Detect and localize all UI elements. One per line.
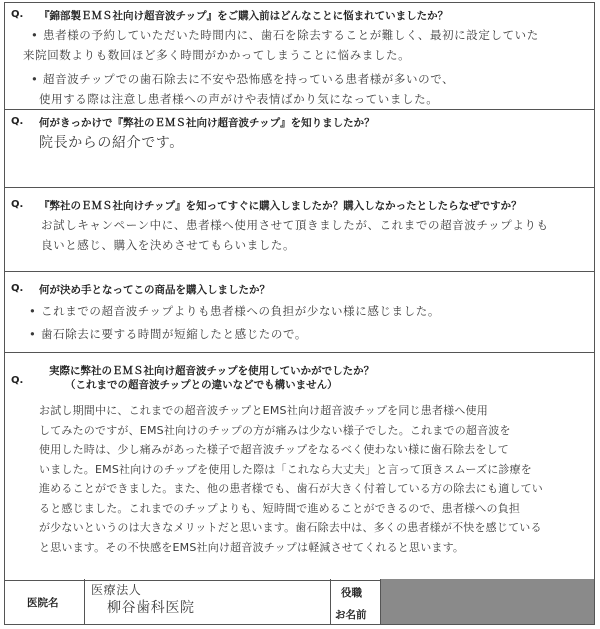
question-section-4 [5, 272, 594, 353]
answer-text: • これまでの超音波チップよりも患者様への負担が少ない様に感じました。 • 歯石除去に要する時間が短縮したと感じたので。 [29, 304, 440, 341]
question-section-1 [5, 3, 594, 110]
role-label: 役職 [341, 587, 362, 599]
q-marker: Q. [11, 199, 24, 210]
survey-sheet [4, 2, 595, 625]
name-label: お名前 [335, 609, 367, 621]
answer-line: これまでの超音波チップよりも患者様への負担が少ない様に感じました。 [41, 304, 440, 318]
question-section-3 [5, 188, 594, 272]
answer-line: が少ないというのは大きなメリットだと思います。歯石除去中は、多くの患者様が不快を感じている [39, 521, 542, 534]
answer-line: 院長からの紹介です。 [39, 135, 184, 151]
question-text: 何がきっかけで『弊社のＥＭＳ社向け超音波チップ』を知りましたか？ [39, 117, 375, 129]
q-marker: Q. [11, 375, 24, 386]
answer-line: お試しキャンペーン中に、患者様へ使用させて頂きましたが、これまでの超音波チップよりも [41, 218, 549, 232]
question-section-2 [5, 110, 594, 188]
redacted-name-field [381, 579, 594, 624]
clinic-label-cell [5, 579, 85, 624]
role-name-label-cell [331, 579, 381, 624]
answer-text [39, 401, 586, 557]
answer-line: 進めることができました。また、他の患者様でも、歯石が大きく付着している方の除去にも適してい [39, 482, 543, 495]
answer-line: 良いと感じ、購入を決めさせてもらいました。 [41, 238, 296, 252]
q-marker: Q. [11, 283, 24, 294]
question-text: 『弊社のＥＭＳ社向けチップ』を知ってすぐに購入しましたか？購入しなかったとしたらなぜですか？ [39, 200, 522, 212]
answer-line: してみたのですが、EMS社向けのチップの方が痛みは少ない様子でした。これまでの超音波を [39, 423, 511, 437]
question-text: 『錦部製ＥＭＳ社向け超音波チップ』をご購入前はどんなことに悩まれていましたか？ [39, 10, 449, 22]
question-section-5 [5, 353, 594, 581]
answer-text [39, 132, 586, 154]
answer-line: いました。EMS社向けのチップを使用した際は「これなら大丈夫」と言って頂きスムーズに診療を [39, 462, 532, 476]
answer-line: と思います。その不快感をEMS社向け超音波チップは軽減させてくれると思います。 [39, 540, 465, 554]
clinic-value-line2: 柳谷歯科医院 [107, 600, 195, 616]
answer-line: 来院回数よりも数回ほど多く時間がかかってしまうことに悩みました。 [23, 48, 411, 62]
clinic-value-cell [85, 579, 331, 624]
answer-line: 使用した時は、少し痛みがあった様子で超音波チップをなるべく使わない様に歯石除去をして [39, 443, 509, 456]
answer-line: お試し期間中に、これまでの超音波チップとEMS社向け超音波チップを同じ患者様へ使用 [39, 404, 488, 417]
clinic-value-line1: 医療法人 [91, 583, 142, 597]
clinic-label: 医院名 [27, 597, 59, 609]
q-marker: Q. [11, 9, 24, 20]
question-text: 実際に弊社のＥＭＳ社向け超音波チップを使用していかがでしたか？ [49, 365, 375, 377]
answer-line: ると感じました。これまでのチップよりも、短時間で進めることができるので、患者様への負担 [39, 501, 521, 515]
answer-line: 使用する際は注意し患者様への声がけや表情ばかり気になっていました。 [39, 92, 439, 106]
question-subtext: （これまでの超音波チップとの違いなどでも構いません） [65, 379, 338, 391]
footer-info [5, 579, 594, 624]
answer-text: • 患者様の予約していただいた時間内に、歯石を除去することが難しく、最初に設定していた 来院回数よりも数回ほど多く時間がかかってしまうことに悩みました。 • 超音波チップでの歯石除去に不安や恐怖感を持っている患者様が多いので、 使用する際は注意し患者様への声がけや表情ばかり気になっていました。 [23, 28, 539, 106]
answer-line: 超音波チップでの歯石除去に不安や恐怖感を持っている患者様が多いので、 [43, 72, 455, 86]
answer-text [41, 215, 586, 255]
answer-line: 歯石除去に要する時間が短縮したと感じたので。 [41, 327, 307, 341]
answer-line: 患者様の予約していただいた時間内に、歯石を除去することが難しく、最初に設定していた [43, 28, 539, 42]
q-marker: Q. [11, 116, 24, 127]
question-text: 何が決め手となってこの商品を購入しましたか？ [39, 284, 270, 296]
